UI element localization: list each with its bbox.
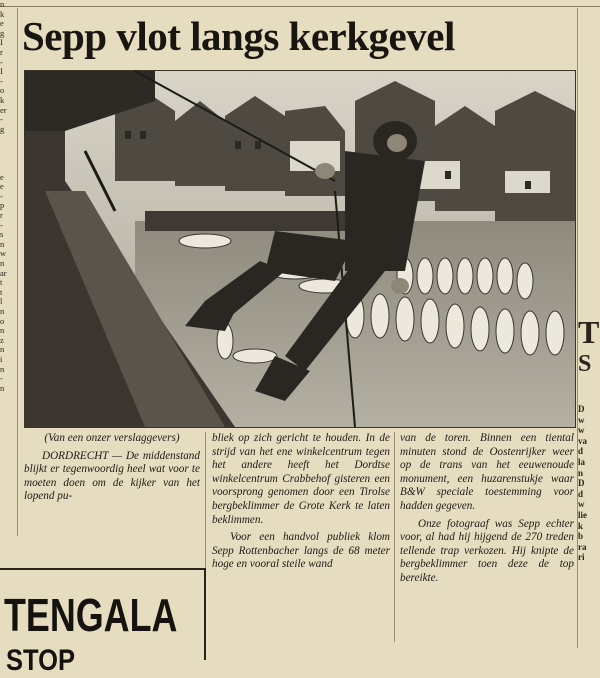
left-fragment-line: k: [0, 8, 5, 19]
right-fragment-line: va: [578, 435, 587, 446]
left-fragment-line: n: [0, 258, 5, 269]
left-fragment-line: g: [0, 123, 5, 134]
left-fragment-line: o: [0, 315, 5, 326]
left-column-rule: [17, 8, 18, 536]
right-fragment-line: w: [578, 414, 585, 425]
left-fragment-line: t: [0, 286, 3, 297]
left-fragment-line: n: [0, 306, 5, 316]
advertisement-box: [0, 568, 206, 677]
left-fragment-line: i: [0, 353, 3, 364]
left-fragment-line: -: [0, 190, 3, 201]
right-fragment-line: la: [578, 456, 586, 467]
photo-caption-column: [24, 432, 200, 504]
news-photo: [24, 70, 576, 428]
left-fragment-line: k: [0, 94, 5, 105]
left-fragment-line: I: [0, 37, 3, 48]
lead-paragraph: DORDRECHT — De middenstand blijkt er tegenwoordig heel wat voor te moeten doen om de kijker van het lopend pu-: [24, 449, 200, 503]
right-text-fragments: [578, 404, 600, 563]
top-rule: [0, 6, 600, 7]
left-fragment-line: r: [0, 46, 3, 57]
left-fragment-line: o: [0, 85, 5, 96]
climber-photo-illustration: [25, 71, 575, 427]
ad-title: TENGALA: [4, 589, 178, 641]
left-fragment-line: n: [0, 0, 5, 9]
article-column-3: [400, 432, 574, 586]
column3-paragraph-1: van de toren. Binnen een tiental minuten stond de Oostenrijker weer op de trans van het eeuwenoude monument, een huzarenstukje waar B&W speciale toestemming voor hadden gegeven.: [400, 432, 574, 512]
left-fragment-line: r: [0, 210, 3, 221]
ad-subtitle: STOP: [6, 644, 75, 677]
left-fragment-line: [0, 154, 16, 164]
left-fragment-line: ar: [0, 267, 7, 278]
column2-paragraph-1: bliek op zich gericht te houden. In de strijd van het ene winkelcentrum tegen het andere heeft het Dordtse winkelcentrum Crabbehof gisteren een voorsprong genomen door een Tirolse bergbeklimmer de Grote Kerk te laten beklimmen.: [212, 432, 390, 526]
right-fragment-line: lie: [578, 509, 587, 520]
left-fragment-line: -: [0, 219, 3, 230]
right-fragment-line: w: [578, 499, 585, 510]
right-fragment-line: ri: [578, 552, 585, 563]
left-fragment-line: [0, 144, 16, 154]
right-fragment-line: n: [578, 467, 584, 478]
right-fragment-line: b: [578, 531, 584, 542]
left-fragment-line: -: [0, 75, 3, 86]
column-rule-2: [394, 432, 395, 642]
lead-text: De middenstand blijkt er tegenwoordig heel wat voor te moeten doen om de kijker van het lopend pu-: [24, 449, 200, 503]
right-fragment-line: w: [578, 425, 585, 436]
right-fragment-line: ra: [578, 541, 587, 552]
left-fragment-line: [0, 134, 16, 144]
left-fragment-line: n: [0, 382, 5, 393]
column2-paragraph-2: Voor een handvol publiek klom Sepp Rottenbacher langs de 68 meter hoge en vooral steile wand: [212, 531, 390, 571]
left-fragment-line: z: [0, 334, 4, 345]
right-column-fragments: [578, 300, 600, 650]
left-fragment-line: e: [0, 181, 4, 192]
right-fragment-line: D: [578, 478, 585, 489]
article-column-2: [212, 432, 390, 572]
right-fragment-line: D: [578, 404, 585, 414]
left-fragment-line: l: [0, 296, 3, 307]
right-fragment-line: d: [578, 446, 584, 457]
left-fragment-line: p: [0, 200, 5, 211]
left-fragment-line: s: [0, 229, 4, 240]
left-fragment-line: e: [0, 171, 4, 182]
left-fragment-line: e: [0, 18, 4, 29]
left-fragment-line: g: [0, 27, 5, 38]
left-fragment-line: w: [0, 248, 7, 259]
right-subhead-fragment: S: [578, 351, 592, 377]
right-fragment-line: k: [578, 520, 584, 531]
right-headline-fragment: T: [578, 314, 600, 350]
left-fragment-line: n: [0, 325, 5, 336]
right-fragment-line: d: [578, 488, 584, 499]
left-fragment-line: n: [0, 238, 5, 249]
headline: Sepp vlot langs kerkgevel: [22, 13, 455, 59]
byline: (Van een onzer verslaggevers): [44, 432, 180, 444]
left-fragment-line: er: [0, 104, 7, 115]
column3-paragraph-2: Onze fotograaf was Sepp echter voor, al had hij hijgend de 270 treden tellende trap verkozen. Hij knipte de bergbeklimmer toen deze de top bereikte.: [400, 517, 574, 584]
left-fragment-line: -: [0, 373, 3, 384]
left-column-fragments: [0, 0, 16, 540]
left-fragment-line: n: [0, 363, 5, 374]
left-fragment-line: n: [0, 344, 5, 355]
left-fragment-line: t: [0, 277, 3, 288]
left-fragment-line: -: [0, 114, 3, 125]
dateline: DORDRECHT: [42, 449, 109, 462]
left-fragment-line: -: [0, 56, 3, 67]
left-fragment-line: I: [0, 66, 3, 77]
